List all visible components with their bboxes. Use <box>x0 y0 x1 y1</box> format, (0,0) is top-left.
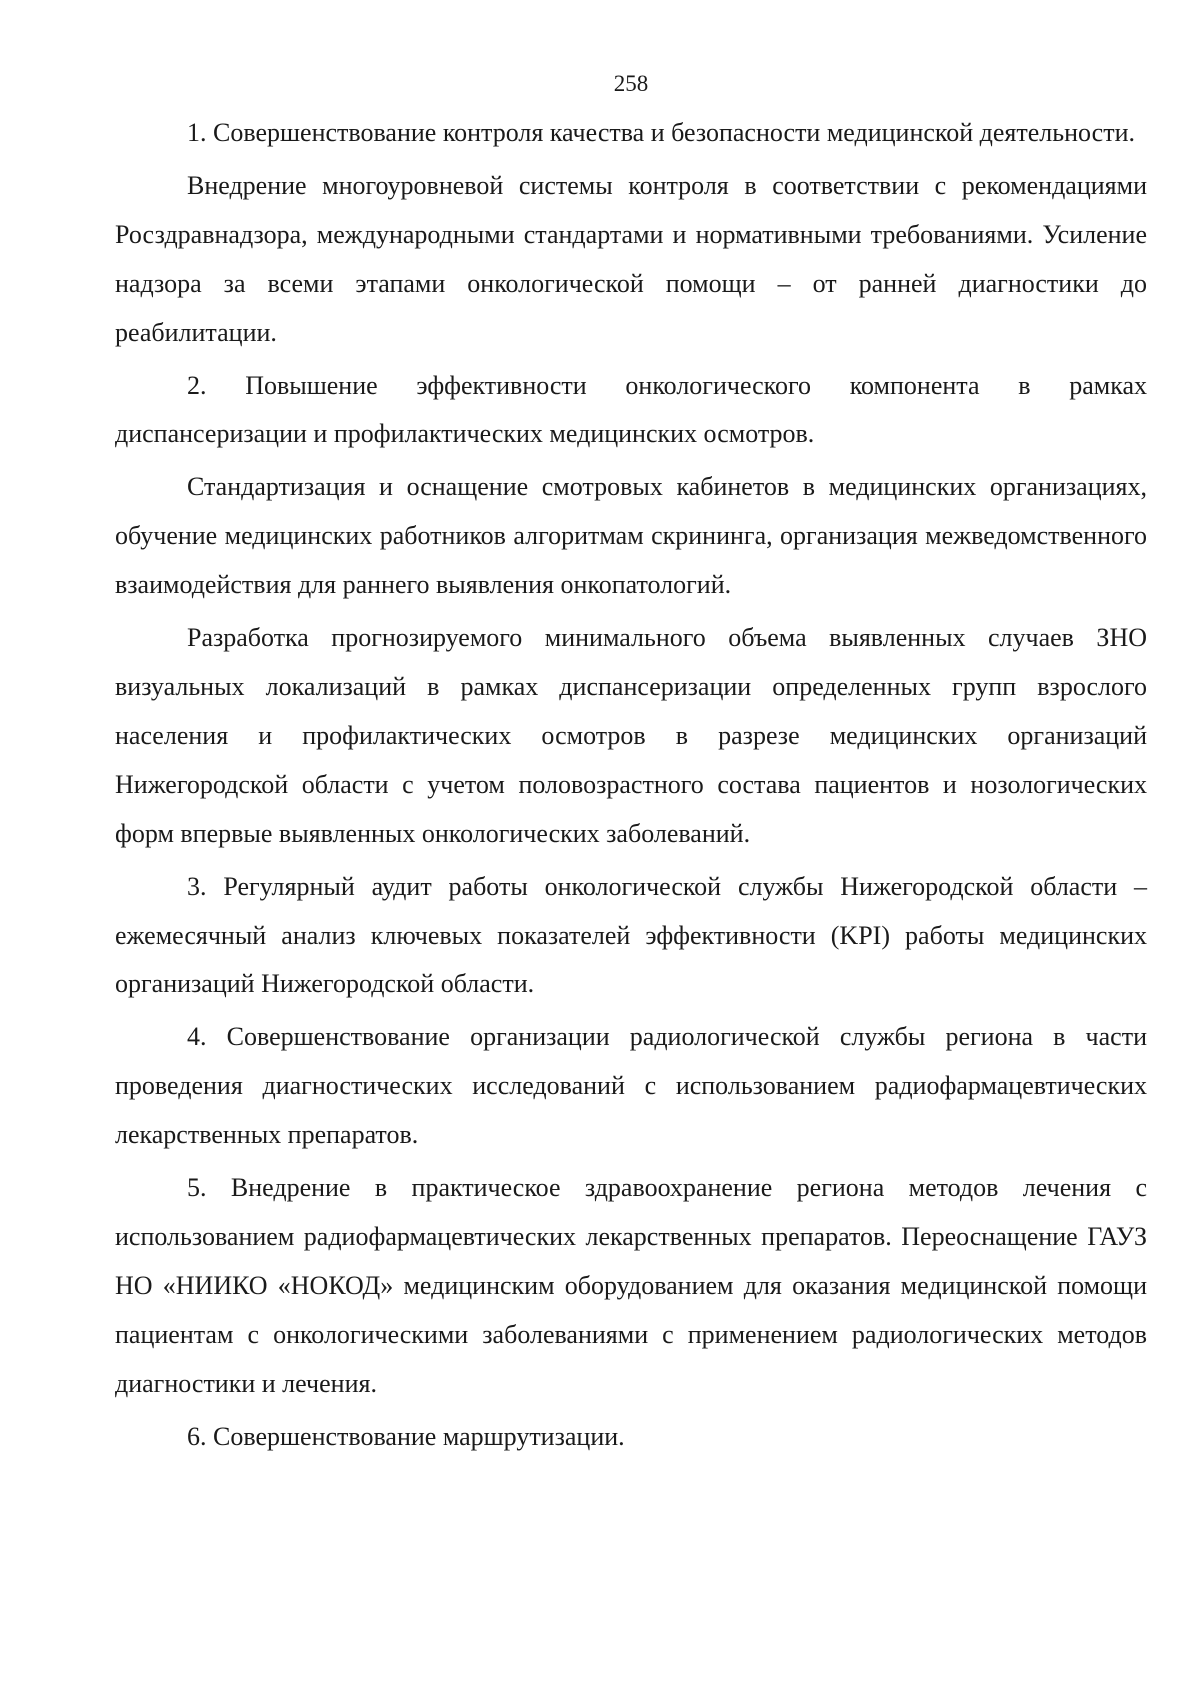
paragraph-radiology-service: 4. Совершенствование организации радиологической службы региона в части проведения диагностических исследований с использованием радиофармацевтических лекарственных препаратов. <box>115 1022 1147 1150</box>
paragraph-quality-control: 1. Совершенствование контроля качества и безопасности медицинской деятельности. <box>187 118 1135 147</box>
document-body <box>115 109 1147 1465</box>
paragraph-radiopharmaceutical-treatment: 5. Внедрение в практическое здравоохранение региона методов лечения с использованием радиофармацевтических лекарственных препаратов. Переоснащение ГАУЗ НО «НИИКО «НОКОД» медицинским оборудованием для оказания медицинской помощи пациентам с онкологическими заболеваниями с применением радиологических методов диагностики и лечения. <box>115 1173 1147 1398</box>
paragraph-multilevel-control: Внедрение многоуровневой системы контроля в соответствии с рекомендациями Росздравнадзора, международными стандартами и нормативными требованиями. Усиление надзора за всеми этапами онкологической помощи – от ранней диагностики до реабилитации. <box>115 170 1147 347</box>
page-number: 258 <box>613 71 649 96</box>
paragraph-routing: 6. Совершенствование маршрутизации. <box>187 1421 625 1451</box>
paragraph-exam-rooms: Стандартизация и оснащение смотровых кабинетов в медицинских организациях, обучение медицинских работников алгоритмам скрининга, организация межведомственного взаимодействия для раннего выявления онкопатологий. <box>115 472 1147 600</box>
paragraph-forecast-volume: Разработка прогнозируемого минимального объема выявленных случаев ЗНО визуальных локализаций в рамках диспансеризации определенных групп взрослого населения и профилактических осмотров в разрезе медицинских организаций Нижегородской области с учетом половозрастного состава пациентов и нозологических форм впервые выявленных онкологических заболеваний. <box>115 623 1147 848</box>
paragraph-audit: 3. Регулярный аудит работы онкологической службы Нижегородской области – ежемесячный анализ ключевых показателей эффективности (KPI) работы медицинских организаций Нижегородской области. <box>115 871 1147 999</box>
paragraph-oncology-component: 2. Повышение эффективности онкологического компонента в рамках диспансеризации и профилактических медицинских осмотров. <box>115 370 1147 449</box>
